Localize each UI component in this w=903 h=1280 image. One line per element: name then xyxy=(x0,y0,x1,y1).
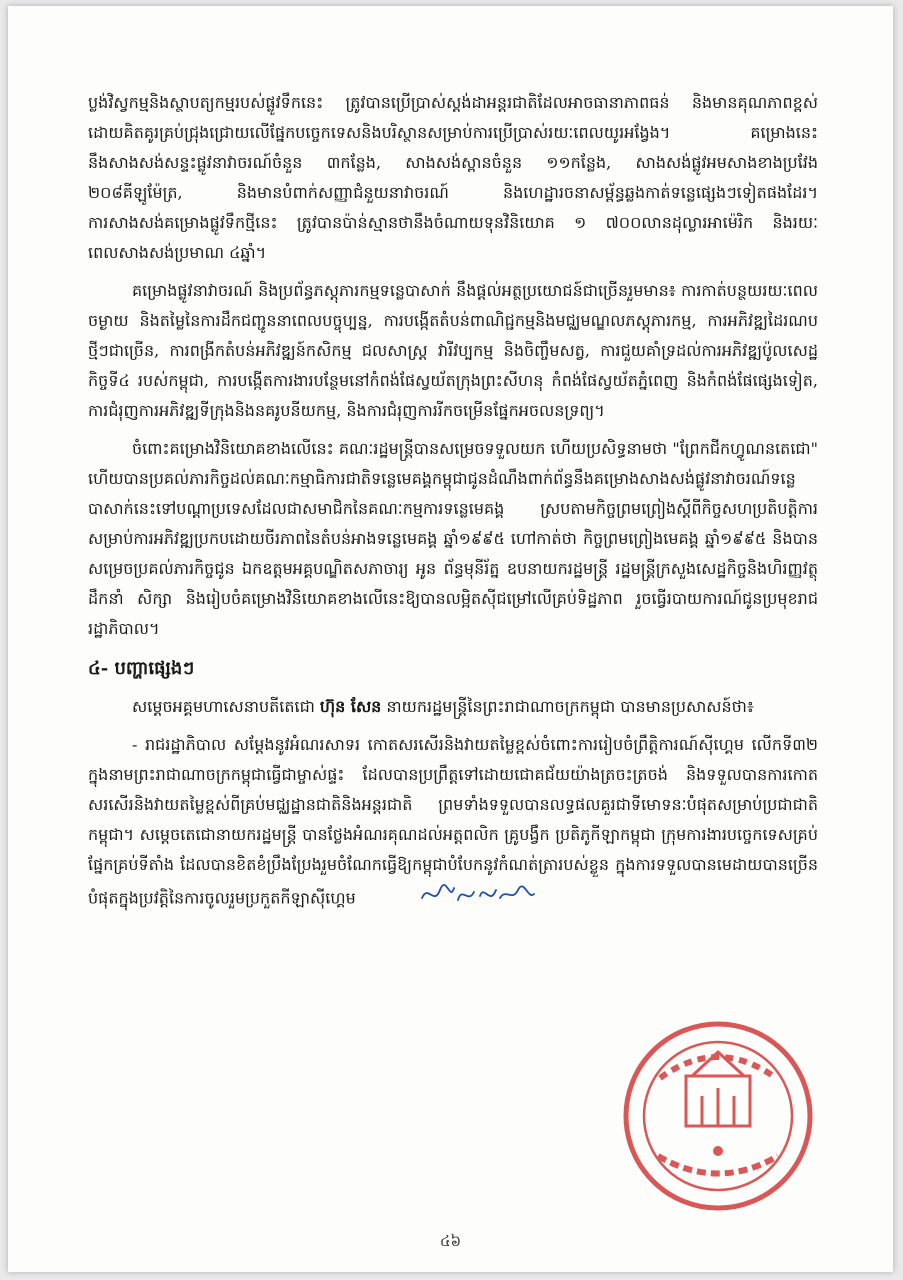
paragraph-council-decision: ចំពោះគម្រោងវិនិយោគខាងលើនេះ គណៈរដ្ឋមន្ត្រីបានសម្រេចទទួលយក ហើយប្រសិទ្ធនាមថា "ព្រែកជីកហ្វូណនតេជោ" ហើយបានប្រគល់ភារកិច្ចដល់គណៈកម្មាធិការជាតិទន្លេមេគង្គកម្ពុជាជូនដំណឹងពាក់ព័ន្ធនឹងគម្រោងសាងសង់ផ្លូវនាវាចរណ៍ទន្លេបាសាក់នេះទៅបណ្តាប្រទេសដែលជាសមាជិកនៃគណៈកម្មការទន្លេមេគង្គ ស្របតាមកិច្ចព្រមព្រៀងស្តីពីកិច្ចសហប្រតិបត្តិការសម្រាប់ការអភិវឌ្ឍប្រកបដោយចីរភាពនៃតំបន់អាងទន្លេមេគង្គ ឆ្នាំ១៩៩៥ ហៅកាត់ថា កិច្ចព្រមព្រៀងមេគង្គ ឆ្នាំ១៩៩៥ និងបានសម្រេចប្រគល់ភារកិច្ចជូន ឯកឧត្តមអគ្គបណ្ឌិតសភាចារ្យ អូន ព័ន្ធមុនីរ័ត្ន ឧបនាយករដ្ឋមន្ត្រី រដ្ឋមន្ត្រីក្រសួងសេដ្ឋកិច្ចនិងហិរញ្ញវត្ថុ ដឹកនាំ សិក្សា និងរៀបចំគម្រោងវិនិយោគខាងលើនេះឱ្យបានលម្អិតស៊ីជម្រៅលើគ្រប់ទិដ្ឋភាព រួចធ្វើរបាយការណ៍ជូនប្រមុខរាជរដ្ឋាភិបាល។ xyxy=(88,439,818,638)
bullet-paragraph-seagames xyxy=(88,730,818,918)
bullet-paragraph-text: - រាជរដ្ឋាភិបាល សម្តែងនូវអំណរសាទរ កោតសរសើរនិងវាយតម្លៃខ្ពស់ចំពោះការរៀបចំព្រឹត្តិការណ៍ស៊ីហ្គេម លើកទី៣២ ក្នុងនាមព្រះរាជាណាចក្រកម្ពុជាធ្វើជាម្ចាស់ផ្ទះ ដែលបានប្រព្រឹត្តទៅដោយជោគជ័យយ៉ាងត្រចះត្រចង់ និងទទួលបានការកោតសរសើរនិងវាយតម្លៃខ្ពស់ពីគ្រប់មជ្ឈដ្ឋានជាតិនិងអន្តរជាតិ ព្រមទាំងទទួលបានលទ្ធផលគួរជាទីមោទនៈបំផុតសម្រាប់ប្រជាជាតិកម្ពុជា។ សម្តេចតេជោនាយករដ្ឋមន្ត្រី បានថ្លែងអំណរគុណដល់អត្តពលិក គ្រូបង្វឹក ប្រតិភូកីឡាកម្ពុជា ក្រុមការងារបច្ចេកទេសគ្រប់ផ្នែកគ្រប់ទីតាំង ដែលបានខិតខំប្រឹងប្រែងរួមចំណែកធ្វើឱ្យកម្ពុជាបំបែកនូវកំណត់ត្រារបស់ខ្លួន ក្នុងការទទួលបានមេដាយបានច្រើនបំផុតក្នុងប្រវត្តិនៃការចូលរួមប្រកួតកីឡាស៊ីហ្គេម xyxy=(88,735,818,908)
paragraph-project-benefits: គម្រោងផ្លូវនាវាចរណ៍ និងប្រព័ន្ធភស្តុភារកម្មទន្លេបាសាក់ នឹងផ្តល់អត្ថប្រយោជន៍ជាច្រើនរួមមាន៖ ការកាត់បន្ថយរយៈពេល ចម្ងាយ និងតម្លៃនៃការដឹកជញ្ជូននាពេលបច្ចុប្បន្ន, ការបង្កើតតំបន់ពាណិជ្ជកម្មនិងមជ្ឈមណ្ឌលភស្តុភារកម្ម, ការអភិវឌ្ឍដៃរណបថ្មីៗជាច្រើន, ការពង្រីកតំបន់អភិវឌ្ឍន៍កសិកម្ម ជលសាស្ត្រ វារីវប្បកម្ម និងចិញ្ចឹមសត្វ, ការជួយគាំទ្រដល់ការអភិវឌ្ឍប៉ូលសេដ្ឋកិច្ចទី៤ របស់កម្ពុជា, ការបង្កើតការងារបន្ថែមនៅកំពង់ផែស្វយ័តក្រុងព្រះសីហនុ កំពង់ផែស្វយ័តភ្នំពេញ និងកំពង់ផែផ្សេងទៀត, ការជំរុញការអភិវឌ្ឍទីក្រុងនិងនគរូបនីយកម្ម, និងការជំរុញការរីកចម្រើនផ្នែកអចលនទ្រព្យ។ xyxy=(88,281,818,420)
official-seal-stamp xyxy=(618,1016,818,1216)
section-intro-before: សម្តេចអគ្គមហាសេនាបតីតេជោ xyxy=(132,697,320,716)
document-page xyxy=(8,6,893,1272)
document-body xyxy=(88,88,818,918)
paragraph-engineering-design: ប្លង់វិស្វកម្មនិងស្ថាបត្យកម្មរបស់ផ្លូវទឹកនេះ ត្រូវបានប្រើប្រាស់ស្តង់ដាអន្តរជាតិដែលអាចធានាភាពធន់ និងមានគុណភាពខ្ពស់ ដោយគិតគូរគ្រប់ជ្រុងជ្រោយលើផ្នែកបច្ចេកទេសនិងបរិស្ថានសម្រាប់ការប្រើប្រាស់រយៈពេលយូរអង្វែង។ គម្រោងនេះ នឹងសាងសង់សន្ទះផ្លូវនាវាចរណ៍ចំនួន ៣កន្លែង, សាងសង់ស្ពានចំនួន ១១កន្លែង, សាងសង់ផ្លូវអមសាងខាងប្រវែង ២០៨គីឡូម៉ែត្រ, និងមានបំពាក់សញ្ញាជំនួយនាវាចរណ៍ និងហេដ្ឋារចនាសម្ព័ន្ធឆ្លងកាត់ទន្លេផ្សេងៗទៀតផងដែរ។ ការសាងសង់គម្រោងផ្លូវទឹកថ្មីនេះ ត្រូវបានប៉ាន់ស្មានថានឹងចំណាយទុនវិនិយោគ ១ ៧០០លានដុល្លារអាម៉េរិក និងរយៈពេលសាងសង់ប្រមាណ ៤ឆ្នាំ។ xyxy=(88,93,818,262)
section-intro xyxy=(88,692,818,722)
handwritten-signature xyxy=(374,880,538,918)
page-number: ៤៦ xyxy=(439,1232,462,1250)
section-intro-name: ហ៊ុន សែន xyxy=(319,697,382,716)
section-heading: ៤- បញ្ហាផ្សេងៗ xyxy=(88,658,195,679)
section-intro-after: នាយករដ្ឋមន្ត្រីនៃព្រះរាជាណាចក្រកម្ពុជា បានមានប្រសាសន៍ថា៖ xyxy=(381,697,754,716)
